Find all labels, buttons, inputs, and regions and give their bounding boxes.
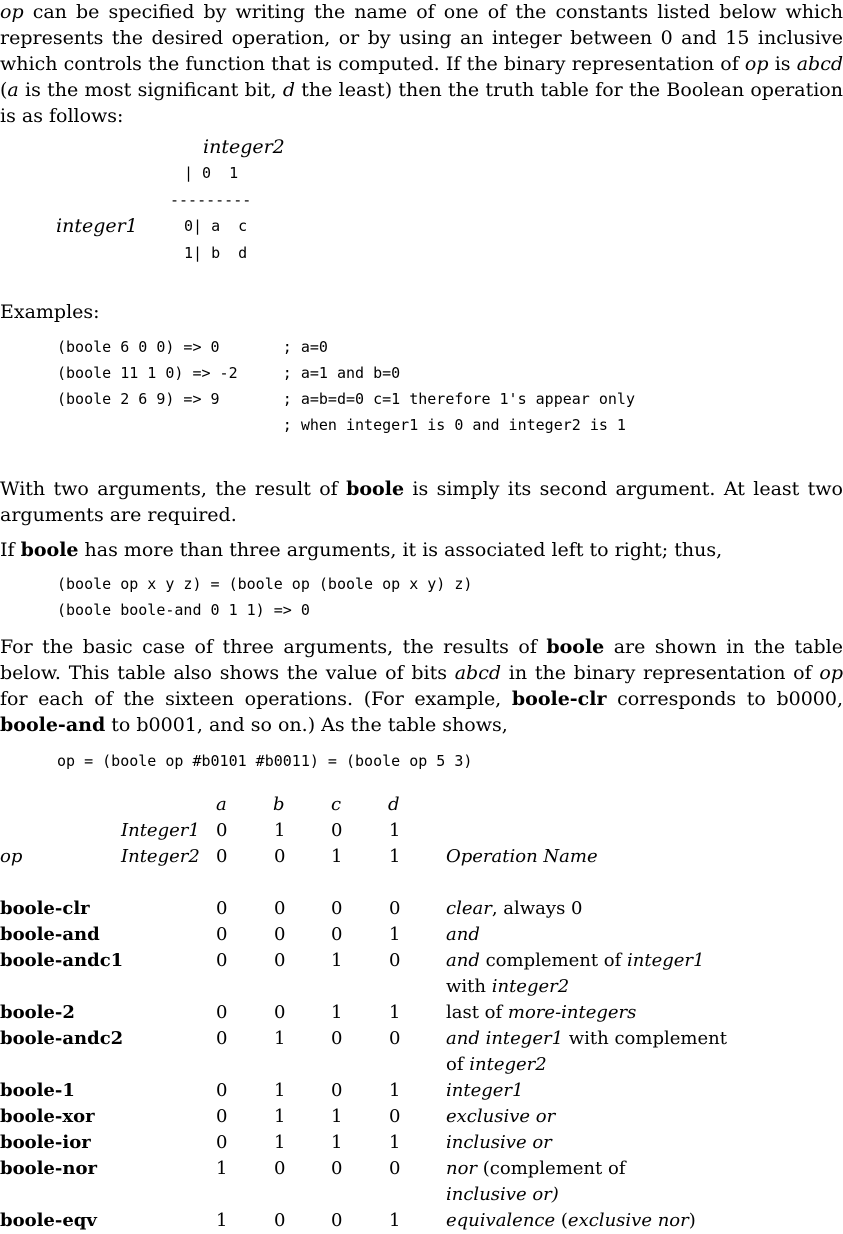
truth-table-rule: --------- <box>170 191 252 209</box>
truth-table-row-1: 1| b d <box>184 244 248 262</box>
integer1-bit: 1 <box>389 820 401 841</box>
operation-constant: boole-2 <box>0 1002 75 1023</box>
operation-constant: boole-andc2 <box>0 1028 124 1049</box>
more-args-paragraph: If boole has more than three arguments, it is associated left to right; thus, <box>0 539 723 561</box>
op-column-header: op <box>0 846 23 867</box>
bit-value: 0 <box>274 898 286 919</box>
truth-table-row-0: 0| a c <box>184 217 248 235</box>
operation-name: exclusive or <box>446 1106 556 1127</box>
bit-value: 0 <box>216 1132 228 1153</box>
bit-value: 0 <box>331 1080 343 1101</box>
operation-constant: boole-clr <box>0 898 90 919</box>
example-line: (boole 11 1 0) => -2 ; a=1 and b=0 <box>57 364 401 382</box>
bit-value: 0 <box>331 1158 343 1179</box>
bit-value: 0 <box>331 898 343 919</box>
operation-constant: boole-xor <box>0 1106 95 1127</box>
bit-value: 0 <box>331 1210 343 1231</box>
bit-header: b <box>273 794 285 815</box>
integer2-bit: 0 <box>216 846 228 867</box>
bit-value: 1 <box>274 1106 286 1127</box>
bit-value: 1 <box>331 1002 343 1023</box>
operation-constant: boole-1 <box>0 1080 75 1101</box>
operation-name: and integer1 with complement <box>446 1028 727 1049</box>
operation-name: integer1 <box>446 1080 524 1101</box>
operation-name-continued: with integer2 <box>446 976 570 997</box>
operation-constant: boole-nor <box>0 1158 97 1179</box>
bit-value: 0 <box>389 1106 401 1127</box>
bit-value: 0 <box>389 1158 401 1179</box>
truth-table-col-label: integer2 <box>203 136 285 158</box>
bit-value: 0 <box>216 1028 228 1049</box>
bit-value: 1 <box>216 1158 228 1179</box>
bit-value: 0 <box>216 1080 228 1101</box>
bit-value: 1 <box>331 1106 343 1127</box>
bit-value: 0 <box>389 1028 401 1049</box>
bit-value: 1 <box>216 1210 228 1231</box>
bit-value: 0 <box>274 1158 286 1179</box>
bit-value: 0 <box>216 924 228 945</box>
bit-value: 0 <box>389 950 401 971</box>
examples-heading: Examples: <box>0 301 100 323</box>
code-line: op = (boole op #b0101 #b0011) = (boole op 5 3) <box>57 752 473 770</box>
bit-value: 0 <box>389 898 401 919</box>
bit-value: 1 <box>274 1080 286 1101</box>
bit-value: 0 <box>274 924 286 945</box>
bit-value: 0 <box>274 950 286 971</box>
bit-header: d <box>388 794 400 815</box>
intro-paragraph: op can be specified by writing the name of one of the constants listed below which represents the desired operation, or by using an integer between 0 and 15 inclusive which controls the function that is computed. If the binary representation of op is abcd (a is the most significant bit, d the least) then the truth table for the Boolean operation is as follows: <box>0 1 843 127</box>
operation-name-continued: inclusive or) <box>446 1184 559 1205</box>
operation-name: last of more-integers <box>446 1002 637 1023</box>
bit-value: 1 <box>274 1028 286 1049</box>
bit-header: c <box>331 794 342 815</box>
example-line: ; when integer1 is 0 and integer2 is 1 <box>57 416 626 434</box>
truth-table-row-label: integer1 <box>56 215 138 237</box>
operation-name-continued: of integer2 <box>446 1054 547 1075</box>
integer2-label: Integer2 <box>121 846 200 867</box>
bit-value: 0 <box>331 1028 343 1049</box>
operation-name: inclusive or <box>446 1132 552 1153</box>
operation-constant: boole-eqv <box>0 1210 97 1231</box>
integer1-bit: 0 <box>216 820 228 841</box>
two-args-paragraph: With two arguments, the result of boole is simply its second argument. At least two arguments are required. <box>0 478 843 526</box>
bit-value: 1 <box>331 1132 343 1153</box>
integer1-bit: 0 <box>331 820 343 841</box>
bit-value: 0 <box>216 898 228 919</box>
bit-value: 0 <box>274 1210 286 1231</box>
integer2-bit: 1 <box>389 846 401 867</box>
operation-name-header: Operation Name <box>446 846 598 867</box>
example-line: (boole 2 6 9) => 9 ; a=b=d=0 c=1 therefore 1's appear only <box>57 390 635 408</box>
operation-constant: boole-ior <box>0 1132 91 1153</box>
bit-value: 0 <box>216 1002 228 1023</box>
bit-value: 1 <box>389 1002 401 1023</box>
operation-name: clear, always 0 <box>446 898 583 919</box>
bit-value: 1 <box>389 1210 401 1231</box>
bit-value: 0 <box>216 950 228 971</box>
operation-name: equivalence (exclusive nor) <box>446 1210 696 1231</box>
operation-name: and <box>446 924 480 945</box>
bit-value: 0 <box>274 1002 286 1023</box>
code-line: (boole op x y z) = (boole op (boole op x y) z) <box>57 575 473 593</box>
operation-name: nor (complement of <box>446 1158 626 1179</box>
bit-value: 1 <box>389 1132 401 1153</box>
integer1-bit: 1 <box>274 820 286 841</box>
integer2-bit: 1 <box>331 846 343 867</box>
operation-name: and complement of integer1 <box>446 950 705 971</box>
bit-value: 0 <box>331 924 343 945</box>
integer2-bit: 0 <box>274 846 286 867</box>
integer1-label: Integer1 <box>121 820 200 841</box>
example-line: (boole 6 0 0) => 0 ; a=0 <box>57 338 328 356</box>
code-line: (boole boole-and 0 1 1) => 0 <box>57 601 310 619</box>
bit-value: 0 <box>216 1106 228 1127</box>
op-term: op <box>0 1 24 23</box>
bit-value: 1 <box>389 1080 401 1101</box>
operation-constant: boole-and <box>0 924 100 945</box>
bit-header: a <box>216 794 227 815</box>
basic-case-paragraph: For the basic case of three arguments, the results of boole are shown in the table below. This table also shows the value of bits abcd in the binary representation of op for each of the sixteen operations. (For example, boole-clr corresponds to b0000, boole-and to b0001, and so on.) As the table shows, <box>0 636 843 736</box>
operation-constant: boole-andc1 <box>0 950 124 971</box>
truth-table-header-row: | 0 1 <box>184 164 239 182</box>
bit-value: 1 <box>331 950 343 971</box>
bit-value: 1 <box>389 924 401 945</box>
bit-value: 1 <box>274 1132 286 1153</box>
